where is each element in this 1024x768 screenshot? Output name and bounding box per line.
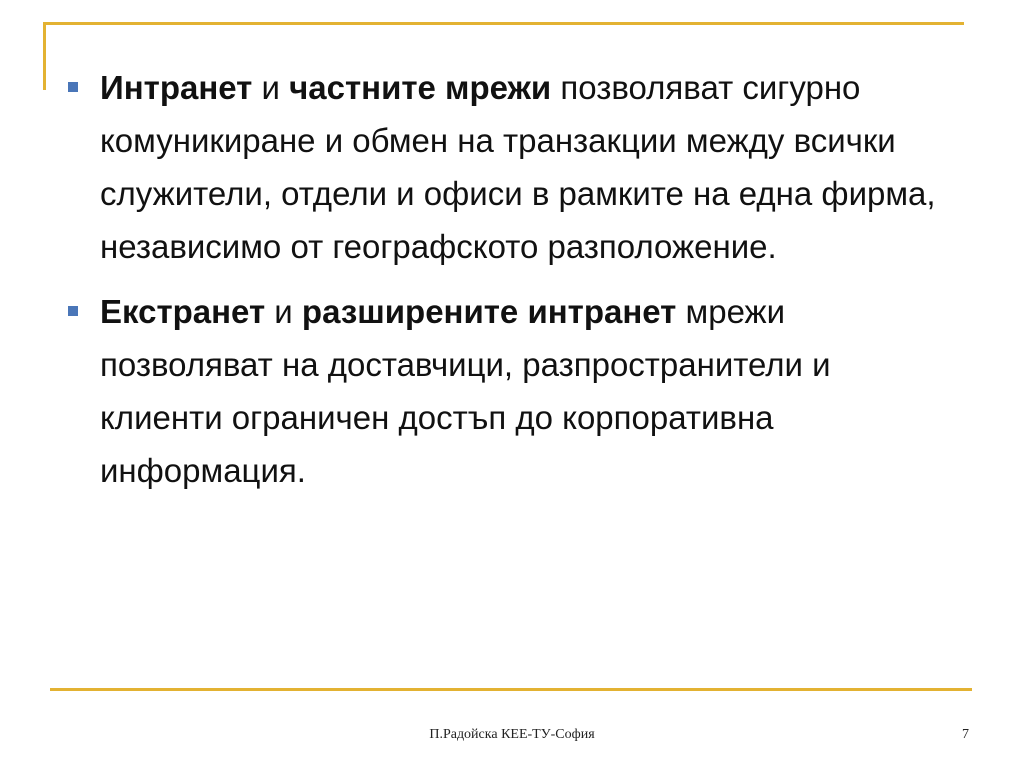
bullet-item-extranet: [62, 285, 962, 497]
square-bullet-icon: [68, 82, 78, 92]
bullet-item-intranet: [62, 61, 962, 273]
bold-term: Интранет: [100, 69, 253, 106]
text-run: мрежи позволяват на доставчици, разпространители и клиенти ограничен достъп до корпоративна информация.: [100, 293, 831, 489]
text-run: и: [252, 69, 290, 106]
top-horizontal-rule: [43, 22, 964, 25]
bold-term: разширените интранет: [301, 293, 677, 330]
bold-term: частните мрежи: [289, 69, 552, 106]
text-run: позволяват сигурно комуникиране и обмен на транзакции между всички служители, отдели и офиси в рамките на една фирма, независимо от географското разположение.: [100, 69, 936, 265]
bullet-list: [62, 61, 962, 509]
bullet-text: [100, 285, 962, 497]
text-run: и: [265, 293, 302, 330]
bottom-rule: [50, 688, 972, 691]
square-bullet-icon: [68, 306, 78, 316]
footer-author: П.Радойска КЕЕ-ТУ-София: [429, 727, 595, 742]
bold-term: Екстранет: [100, 293, 266, 330]
top-vertical-rule: [43, 22, 46, 90]
page-number: 7: [962, 727, 969, 742]
bullet-text: [100, 61, 962, 273]
